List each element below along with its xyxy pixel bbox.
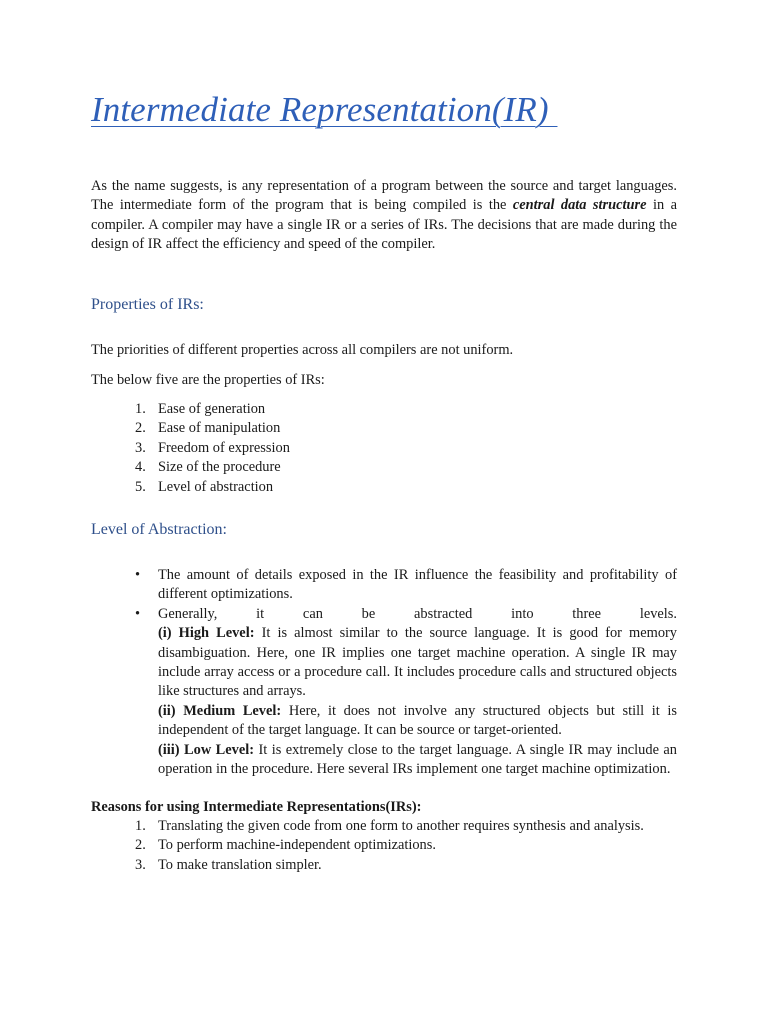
intro-text-after: in a compiler. A compiler may have a single IR or a series of IRs. The decisions that are made during the design of IR affect the efficiency and speed of the compiler. (91, 197, 677, 253)
list-item (91, 478, 677, 497)
list-item (91, 856, 677, 875)
list-item-number: 4. (135, 459, 146, 476)
bullet-item (91, 605, 677, 780)
list-item-text: To perform machine-independent optimizations. (158, 837, 436, 854)
bullet-text: The amount of details exposed in the IR influence the feasibility and profitability of different optimizations. (158, 567, 677, 603)
low-level-label: (iii) Low Level: (158, 741, 255, 758)
list-item-text: Ease of manipulation (158, 420, 281, 437)
high-level-description (158, 624, 677, 702)
list-item-text: To make translation simpler. (158, 856, 322, 873)
medium-level-description (158, 702, 677, 741)
medium-level-text: Here, it does not involve any structured objects but still it is independent of the target language. It can be source or target-oriented. (158, 702, 677, 739)
intro-paragraph (91, 177, 677, 255)
reasons-heading: Reasons for using Intermediate Representations(IRs): (91, 799, 422, 815)
bullet-icon: • (135, 567, 141, 583)
list-item-text: Ease of generation (158, 401, 266, 417)
list-item-text: Size of the procedure (158, 459, 281, 476)
list-item (91, 458, 677, 477)
abstraction-bullet-list (91, 566, 677, 779)
level-of-abstraction-heading: Level of Abstraction: (91, 521, 227, 538)
low-level-description (158, 741, 677, 780)
bullet-item (91, 566, 677, 605)
list-item-number: 1. (135, 818, 146, 834)
list-item-text: Translating the given code from one form to another requires synthesis and analysis. (158, 818, 644, 834)
list-item (91, 419, 677, 438)
list-item-number: 1. (135, 401, 146, 417)
page-title: Intermediate Representation(IR) (91, 90, 558, 129)
intro-text-before: As the name suggests, is any representation of a program between the source and target languages. The intermediate form of the program that is being compiled is the (91, 178, 677, 214)
list-item-number: 3. (135, 856, 146, 873)
bullet-icon: • (135, 605, 141, 622)
list-item (91, 836, 677, 855)
properties-list (91, 400, 677, 497)
reasons-list (91, 817, 677, 875)
high-level-label: (i) High Level: (158, 625, 255, 642)
list-item-number: 3. (135, 439, 146, 456)
medium-level-label: (ii) Medium Level: (158, 702, 282, 719)
list-item (91, 817, 677, 836)
high-level-text: It is almost similar to the source language. It is good for memory disambiguation. Here, one IR implies one target machine operation. A single IR may include array access or a procedure call. It includes procedure calls and structured objects like structures and arrays. (158, 625, 678, 700)
list-item (91, 400, 677, 419)
low-level-text: It is extremely close to the target language. A single IR may include an operation in the procedure. Here several IRs implement one target machine optimization. (158, 741, 677, 778)
levels-intro: Generally, it can be abstracted into three levels. (158, 605, 677, 622)
list-item-number: 2. (135, 837, 146, 854)
properties-heading: Properties of IRs: (91, 296, 204, 313)
list-item-number: 2. (135, 420, 146, 437)
properties-paragraph-1: The priorities of different properties across all compilers are not uniform. (91, 342, 514, 358)
list-item-text: Level of abstraction (158, 478, 274, 495)
list-item-text: Freedom of expression (158, 439, 290, 456)
intro-emphasis: central data structure (512, 197, 647, 214)
list-item-number: 5. (135, 478, 146, 495)
properties-paragraph-2: The below five are the properties of IRs: (91, 372, 325, 388)
list-item (91, 439, 677, 458)
